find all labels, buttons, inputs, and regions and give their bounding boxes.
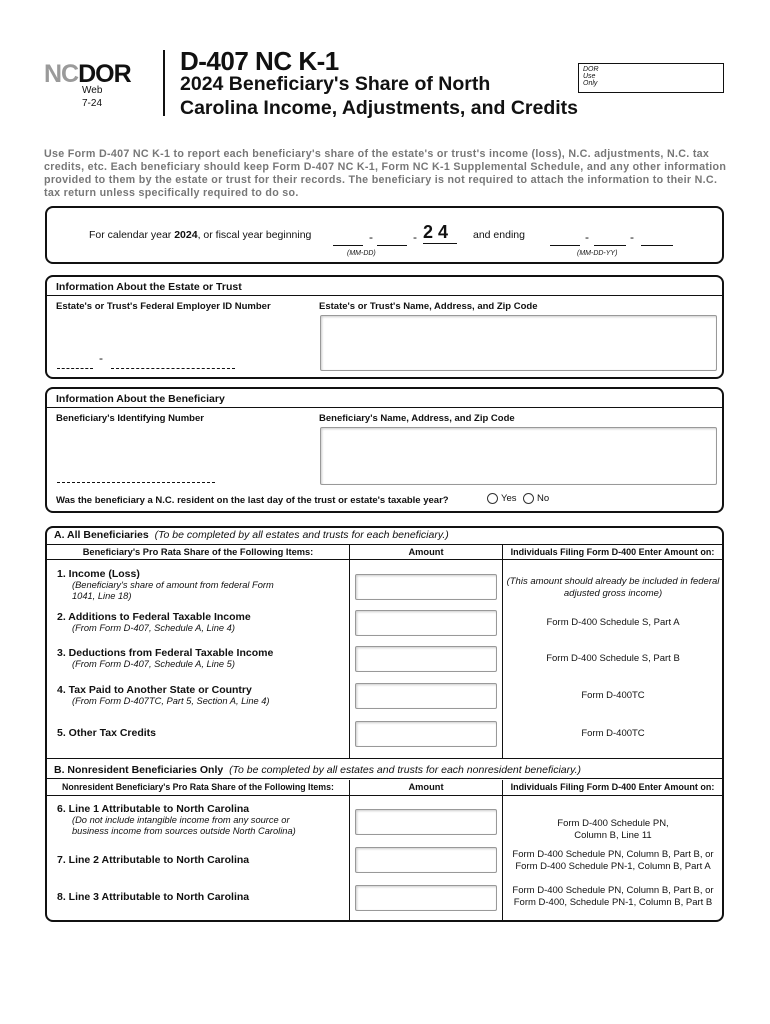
section-a-heading: A. All Beneficiaries (To be completed by all estates and trusts for each beneficiary.)	[54, 529, 449, 541]
line-7-destination: Form D-400 Schedule PN, Column B, Part B, or Form D-400 Schedule PN-1, Column B, Part A	[512, 849, 714, 872]
resident-yes-option[interactable]: Yes	[487, 493, 517, 504]
beneficiary-heading: Information About the Beneficiary	[56, 393, 225, 405]
section-b-col2-header: Amount	[408, 782, 444, 792]
line-1-amount-input[interactable]	[355, 574, 497, 600]
estate-name-address-field[interactable]	[320, 315, 717, 371]
beneficiary-name-address-field[interactable]	[320, 427, 717, 485]
estate-name-label: Estate's or Trust's Name, Address, and Zip Code	[319, 301, 538, 312]
begin-month-field[interactable]	[333, 232, 363, 246]
end-month-field[interactable]	[550, 232, 580, 246]
line-4-destination: Form D-400TC	[581, 690, 645, 701]
beneficiary-id-label: Beneficiary's Identifying Number	[56, 413, 204, 424]
line-3-destination: Form D-400 Schedule S, Part B	[546, 653, 680, 664]
line-6-destination: Form D-400 Schedule PN, Column B, Line 11	[557, 818, 669, 841]
end-day-field[interactable]	[594, 232, 626, 246]
line-2-destination: Form D-400 Schedule S, Part A	[546, 617, 680, 628]
no-radio[interactable]	[523, 493, 534, 504]
section-b-col1-header: Nonresident Beneficiary's Pro Rata Share of the Following Items:	[62, 782, 334, 792]
beneficiary-id-field[interactable]	[57, 471, 215, 483]
beneficiary-info-section	[45, 387, 724, 513]
estate-fein-label: Estate's or Trust's Federal Employer ID Number	[56, 301, 271, 312]
yes-radio[interactable]	[487, 493, 498, 504]
form-number: D-407 NC K-1	[180, 46, 339, 76]
estate-heading: Information About the Estate or Trust	[56, 281, 242, 293]
line-6-label: 6. Line 1 Attributable to North Carolina (Do not include intangible income from any source or business income from sources outside North Carolina)	[57, 803, 296, 836]
line-2-label: 2. Additions to Federal Taxable Income (From Form D-407, Schedule A, Line 4)	[57, 611, 251, 633]
section-a-col3-header: Individuals Filing Form D-400 Enter Amount on:	[510, 547, 715, 557]
line-4-label: 4. Tax Paid to Another State or Country (From Form D-407TC, Part 5, Section A, Line 4)	[57, 684, 270, 706]
line-3-label: 3. Deductions from Federal Taxable Income (From Form D-407, Schedule A, Line 5)	[57, 647, 274, 669]
begin-year-suffix: 2 4	[423, 222, 457, 244]
section-a-col2-header: Amount	[408, 547, 444, 557]
dor-use-only-box: DOR Use Only	[578, 63, 724, 93]
line-7-amount-input[interactable]	[355, 847, 497, 873]
estate-info-section: Information About the Estate or Trust Estate's or Trust's Federal Employer ID Number Estate's or Trust's Name, Address, and Zip Code -	[45, 275, 724, 379]
line-8-destination: Form D-400 Schedule PN, Column B, Part B, or Form D-400, Schedule PN-1, Column B, Part B	[512, 885, 714, 908]
estate-fein-prefix-field[interactable]	[57, 357, 93, 369]
form-title: 2024 Beneficiary's Share of North Carolina Income, Adjustments, and Credits	[180, 73, 579, 119]
calendar-year-label: For calendar year 2024, or fiscal year beginning	[89, 229, 312, 241]
line-5-label: 5. Other Tax Credits	[57, 727, 157, 739]
section-a-col1-header: Beneficiary's Pro Rata Share of the Following Items:	[82, 547, 314, 557]
begin-day-field[interactable]	[377, 232, 407, 246]
begin-format-hint: (MM-DD)	[347, 250, 376, 257]
section-b-heading: B. Nonresident Beneficiaries Only (To be completed by all estates and trusts for each nonresident beneficiary.)	[54, 764, 582, 776]
line-1-label: 1. Income (Loss) (Beneficiary's share of amount from federal Form 1041, Line 18)	[57, 568, 274, 601]
tax-year-box: For calendar year 2024, or fiscal year beginning - - 2 4 (MM-DD) and ending - - (MM-DD-YY)	[45, 206, 724, 264]
intro-text: Use Form D-407 NC K-1 to report each beneficiary's share of the estate's or trust's income (loss), N.C. adjustments, N.C. tax credits, etc. Each beneficiary should keep Form D-407 NC K-1, Form NC K-1 Supplemental Schedule, and any other information provided to them by the estate or trust for their records. The beneficiary is not required to attach the information to their N.C. tax return unless specifically required to do so.	[44, 148, 727, 199]
resident-no-option[interactable]: No	[523, 493, 549, 504]
header-divider	[163, 50, 165, 116]
resident-question: Was the beneficiary a N.C. resident on the last day of the trust or estate's taxable year?	[56, 495, 449, 506]
line-1-destination: (This amount should already be included in federal adjusted gross income)	[506, 576, 720, 599]
line-2-amount-input[interactable]	[355, 610, 497, 636]
section-b-col3-header: Individuals Filing Form D-400 Enter Amount on:	[510, 782, 715, 792]
estate-fein-suffix-field[interactable]	[111, 357, 235, 369]
web-version: Web 7-24	[82, 85, 103, 109]
line-6-amount-input[interactable]	[355, 809, 497, 835]
line-4-amount-input[interactable]	[355, 683, 497, 709]
line-5-destination: Form D-400TC	[581, 728, 645, 739]
line-8-amount-input[interactable]	[355, 885, 497, 911]
ncdor-logo: NCDOR	[44, 60, 131, 88]
line-8-label: 8. Line 3 Attributable to North Carolina	[57, 891, 250, 903]
and-ending-label: and ending	[473, 229, 525, 241]
beneficiary-share-table	[45, 526, 724, 922]
end-year-field[interactable]	[641, 232, 673, 246]
line-5-amount-input[interactable]	[355, 721, 497, 747]
line-3-amount-input[interactable]	[355, 646, 497, 672]
beneficiary-name-label: Beneficiary's Name, Address, and Zip Code	[319, 413, 515, 424]
end-format-hint: (MM-DD-YY)	[577, 250, 618, 257]
line-7-label: 7. Line 2 Attributable to North Carolina	[57, 854, 250, 866]
